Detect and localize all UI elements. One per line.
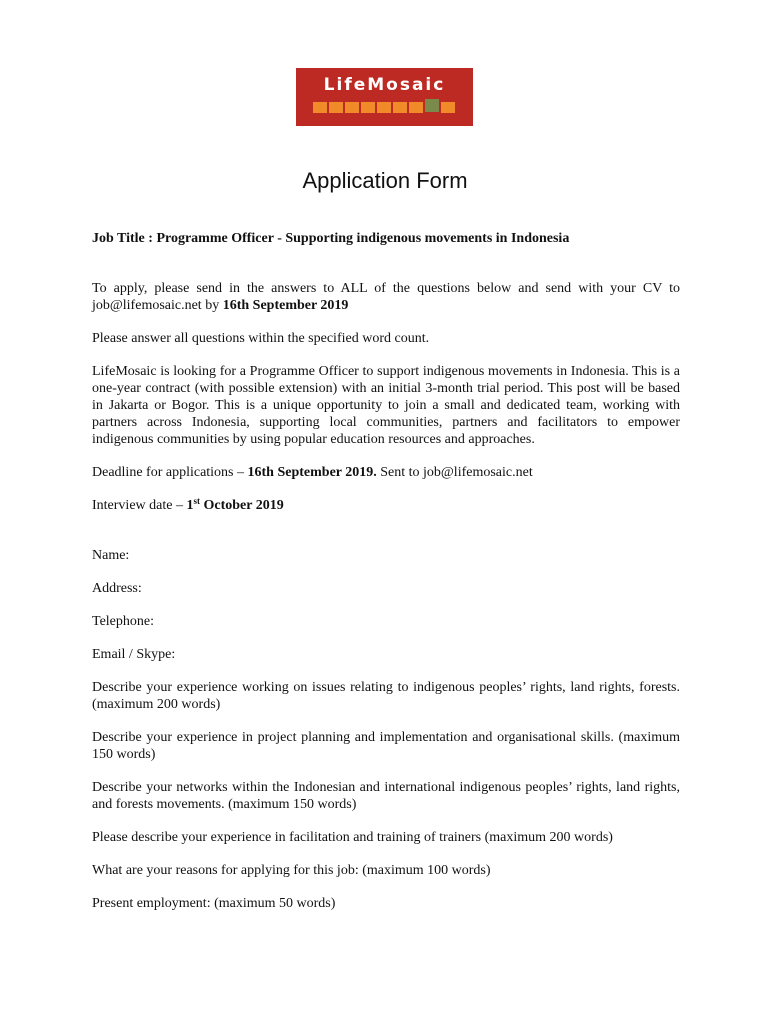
deadline-date: 16th September 2019. [247,465,377,480]
question-present-employment: Present employment: (maximum 50 words) [92,896,336,911]
interview-rest: October 2019 [199,498,284,513]
deadline-suffix: Sent to job@lifemosaic.net [376,465,533,480]
logo-text: LifeMosaic [323,75,446,95]
field-address: Address: [92,581,142,596]
interview-day: 1 [186,498,194,513]
job-title-label: Job Title : [92,231,157,246]
job-title-line [92,230,680,247]
interview-line [92,497,680,514]
question-networks: Describe your networks within the Indonesian and international indigenous peoples’ rights, land rights, and forests movements. (maximum 150 words) [92,780,680,812]
question-facilitation: Please describe your experience in facilitation and training of trainers (maximum 200 words) [92,830,613,845]
interview-ordinal: st [193,496,200,506]
apply-text: To apply, please send in the answers to ALL of the questions below and send with your CV to job@lifemosaic.net by [92,281,680,313]
apply-instructions [92,280,680,314]
lifemosaic-logo [296,68,473,126]
deadline-prefix: Deadline for applications – [92,465,248,480]
logo-mosaic-tiles [313,102,455,113]
question-indigenous-rights: Describe your experience working on issues relating to indigenous peoples’ rights, land rights, forests. (maximum 200 words) [92,680,680,712]
apply-deadline: 16th September 2019 [222,298,349,313]
field-name: Name: [92,548,130,563]
question-project-planning: Describe your experience in project planning and implementation and organisational skills. (maximum 150 words) [92,730,680,762]
question-reasons: What are your reasons for applying for this job: (maximum 100 words) [92,863,491,878]
job-description: LifeMosaic is looking for a Programme Officer to support indigenous movements in Indonesia. This is a one-year contract (with possible extension) with an initial 3-month trial period. This post will be based in Jakarta or Bogor. This is a unique opportunity to join a small and dedicated team, working with partners across Indonesia, supporting local communities, partners and facilitators to empower indigenous communities by using popular education resources and approaches. [92,364,680,447]
field-telephone: Telephone: [92,614,154,629]
page-title: Application Form [302,168,468,193]
deadline-line [92,464,680,481]
word-count-note: Please answer all questions within the specified word count. [92,331,430,346]
field-email-skype: Email / Skype: [92,647,176,662]
interview-prefix: Interview date – [92,498,187,513]
job-title-value: Programme Officer - Supporting indigenous movements in Indonesia [156,231,570,246]
document-body [92,230,680,928]
